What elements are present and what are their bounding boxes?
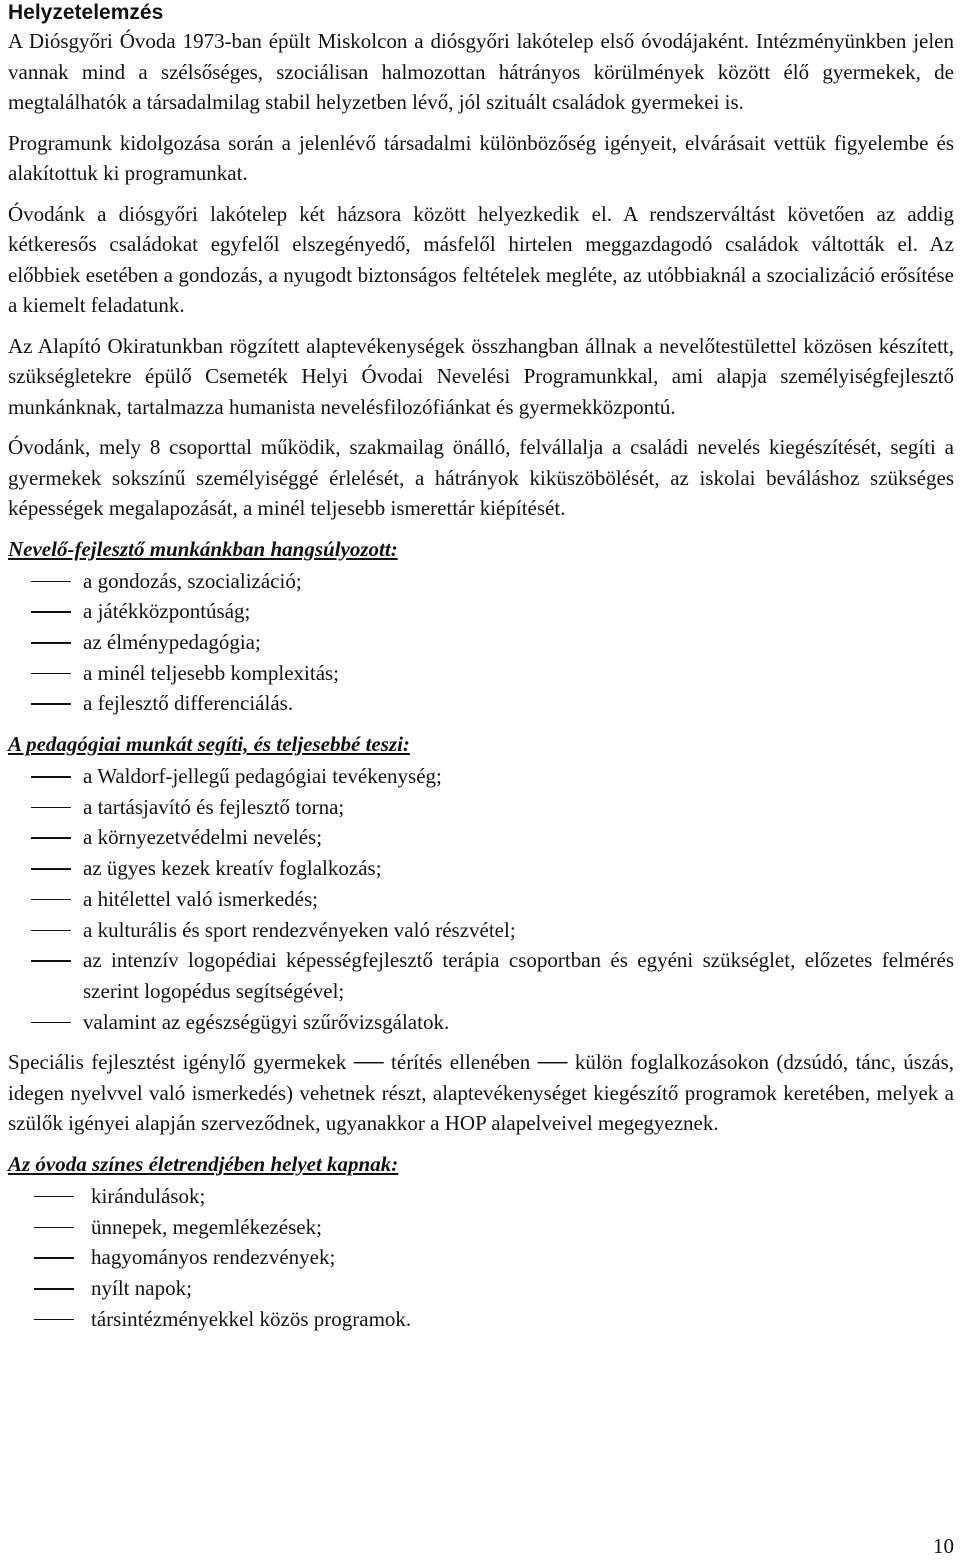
list-item: a hitélettel való ismerkedés;	[8, 884, 954, 915]
paragraph-special: Speciális fejlesztést igénylő gyermekek ── térítés ellenében ── külön foglalkozásokon (dzsúdó, tánc, úszás, idegen nyelvvel való ismerkedés) vehetnek részt, alaptevékenységet kiegészítő programok keretében, melyek a szülők igényei alapján szerveződnek, ugyanakkor a HOP alapelveivel megegyeznek.	[8, 1050, 954, 1136]
list-item: ünnepek, megemlékezések;	[8, 1212, 954, 1243]
list-item: társintézményekkel közös programok.	[8, 1304, 954, 1335]
list-item: a gondozás, szocializáció;	[8, 566, 954, 597]
paragraph-program: Programunk kidolgozása során a jelenlévő társadalmi különbözőség igényeit, elvárásait vettük figyelembe és alakítottuk ki programunkat.	[8, 130, 954, 185]
list-item: az ügyes kezek kreatív foglalkozás;	[8, 853, 954, 884]
list-item: a minél teljesebb komplexitás;	[8, 658, 954, 689]
events-list	[8, 1181, 954, 1335]
list-item: hagyományos rendezvények;	[8, 1242, 954, 1273]
subheading-support: A pedagógiai munkát segíti, és teljesebbé teszi:	[8, 732, 410, 757]
list-item: a kulturális és sport rendezvényeken való részvétel;	[8, 915, 954, 946]
list-item: az intenzív logopédiai képességfejlesztő terápia csoportban és egyéni szükséglet, előzetes felmérés szerint logopédus segítségével;	[8, 945, 954, 1006]
list-item: valamint az egészségügyi szűrővizsgálatok.	[8, 1007, 954, 1038]
list-item: a játékközpontúság;	[8, 596, 954, 627]
subheading-emphasis: Nevelő-fejlesztő munkánkban hangsúlyozott:	[8, 536, 398, 561]
list-item: a Waldorf-jellegű pedagógiai tevékenység;	[8, 761, 954, 792]
subheading-life: Az óvoda színes életrendjében helyet kapnak:	[8, 1151, 399, 1176]
list-item: a fejlesztő differenciálás.	[8, 688, 954, 719]
list-item: az élménypedagógia;	[8, 627, 954, 658]
paragraph-location: Óvodánk a diósgyőri lakótelep két házsora között helyezkedik el. A rendszerváltást követően az addig kétkeresős családokat egyfelől elszegényedő, másfelől hirtelen meggazdagodó családok váltották el. Az előbbiek esetében a gondozás, a nyugodt biztonságos feltételek megléte, az utóbbiaknál a szocializáció erősítése a kiemelt feladatunk.	[8, 201, 954, 317]
page-number: 10	[933, 1534, 954, 1558]
emphasis-list	[8, 566, 954, 720]
list-item: kirándulások;	[8, 1181, 954, 1212]
paragraph-intro: A Diósgyőri Óvoda 1973-ban épült Miskolcon a diósgyőri lakótelep első óvodájaként. Intézményünkben jelen vannak mind a szélsőséges, szociálisan halmozottan hátrányos körülmények között élő gyermekek, de megtalálhatók a társadalmilag stabil helyzetben lévő, jól szituált családok gyermekei is.	[8, 29, 954, 114]
list-item: nyílt napok;	[8, 1273, 954, 1304]
paragraph-charter: Az Alapító Okiratunkban rögzített alaptevékenységek összhangban állnak a nevelőtestülettel közösen készített, szükségletekre épülő Csemeték Helyi Óvodai Nevelési Programunkkal, ami alapja személyiségfejlesztő munkánknak, tartalmazza humanista nevelésfilozófiánkat és gyermekközpontú.	[8, 333, 954, 419]
list-item: a tartásjavító és fejlesztő torna;	[8, 792, 954, 823]
list-item: a környezetvédelmi nevelés;	[8, 822, 954, 853]
section-heading: Helyzetelemzés	[8, 1, 164, 24]
support-list	[8, 761, 954, 1037]
paragraph-groups: Óvodánk, mely 8 csoporttal működik, szakmailag önálló, felvállalja a családi nevelés kiegészítését, segíti a gyermekek sokszínű személyiséggé érlelését, a hátrányok kiküszöbölését, az iskolai beváláshoz szükséges képességek megalapozását, a minél teljesebb ismerettár kiépítését.	[8, 435, 954, 520]
document-page	[8, 0, 954, 1344]
